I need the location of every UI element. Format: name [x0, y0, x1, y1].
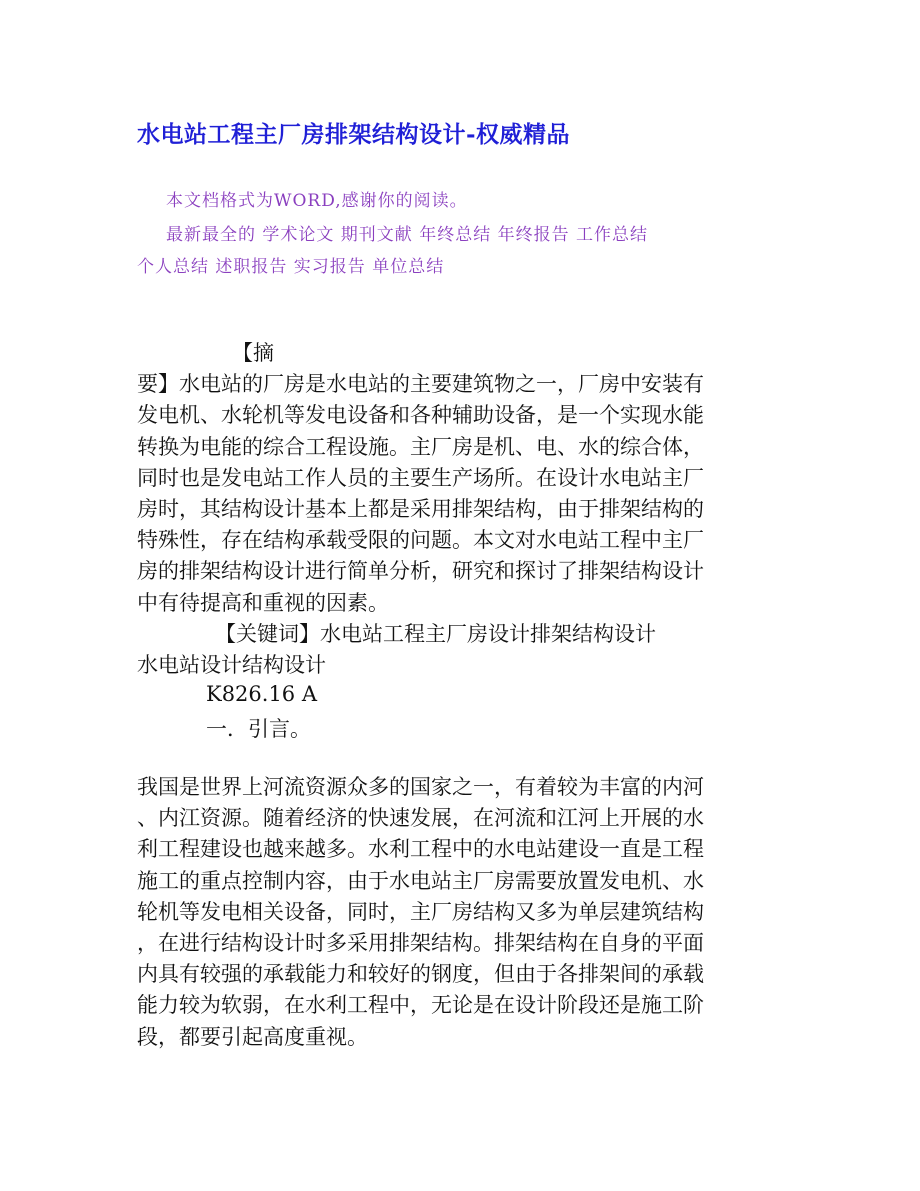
- intro-paragraph: [137, 772, 797, 1053]
- intro-line: 我国是世界上河流资源众多的国家之一，有着较为丰富的内河: [137, 775, 704, 799]
- intro-line: 段，都要引起高度重视。: [137, 1024, 368, 1049]
- intro-line: 利工程建设也越来越多。水利工程中的水电站建设一直是工程: [137, 837, 704, 862]
- document-title: 水电站工程主厂房排架结构设计-权威精品: [137, 121, 571, 148]
- notice-line-3: 个人总结 述职报告 实习报告 单位总结: [137, 257, 445, 277]
- intro-line: ，在进行结构设计时多采用排架结构。排架结构在自身的平面: [137, 930, 704, 955]
- abstract-line: 要】水电站的厂房是水电站的主要建筑物之一，厂房中安装有: [137, 372, 704, 397]
- abstract-label-line: 【摘: [232, 341, 274, 365]
- abstract-line: 同时也是发电站工作人员的主要生产场所。在设计水电站主厂: [137, 465, 704, 490]
- keywords-line-2: 水电站设计结构设计: [137, 653, 326, 678]
- abstract-paragraph: [137, 338, 797, 619]
- intro-line: 、内江资源。随着经济的快速发展，在河流和江河上开展的水: [137, 806, 704, 831]
- notice-line-2: 最新最全的 学术论文 期刊文献 年终总结 年终报告 工作总结: [166, 225, 649, 245]
- abstract-line: 特殊性，存在结构承载受限的问题。本文对水电站工程中主厂: [137, 528, 704, 553]
- abstract-line: 房时，其结构设计基本上都是采用排架结构，由于排架结构的: [137, 496, 704, 521]
- intro-line: 能力较为软弱，在水利工程中，无论是在设计阶段还是施工阶: [137, 993, 704, 1018]
- notice-line-1: 本文档格式为WORD,感谢你的阅读。: [166, 191, 468, 211]
- classification-number: K826.16 A: [206, 682, 318, 706]
- intro-line: 内具有较强的承载能力和较好的钢度，但由于各排架间的承载: [137, 962, 704, 987]
- abstract-line: 发电机、水轮机等发电设备和各种辅助设备，是一个实现水能: [137, 403, 704, 428]
- intro-line: 轮机等发电相关设备，同时，主厂房结构又多为单层建筑结构: [137, 899, 704, 924]
- section-heading: 一．引言。: [206, 717, 311, 741]
- abstract-line: 中有待提高和重视的因素。: [137, 590, 389, 615]
- keywords-line-1: 【关键词】水电站工程主厂房设计排架结构设计: [215, 622, 656, 646]
- keywords-block: [137, 619, 656, 681]
- abstract-line: 转换为电能的综合工程设施。主厂房是机、电、水的综合体，: [137, 434, 704, 459]
- intro-line: 施工的重点控制内容，由于水电站主厂房需要放置发电机、水: [137, 868, 704, 893]
- abstract-line: 房的排架结构设计进行简单分析，研究和探讨了排架结构设计: [137, 559, 704, 584]
